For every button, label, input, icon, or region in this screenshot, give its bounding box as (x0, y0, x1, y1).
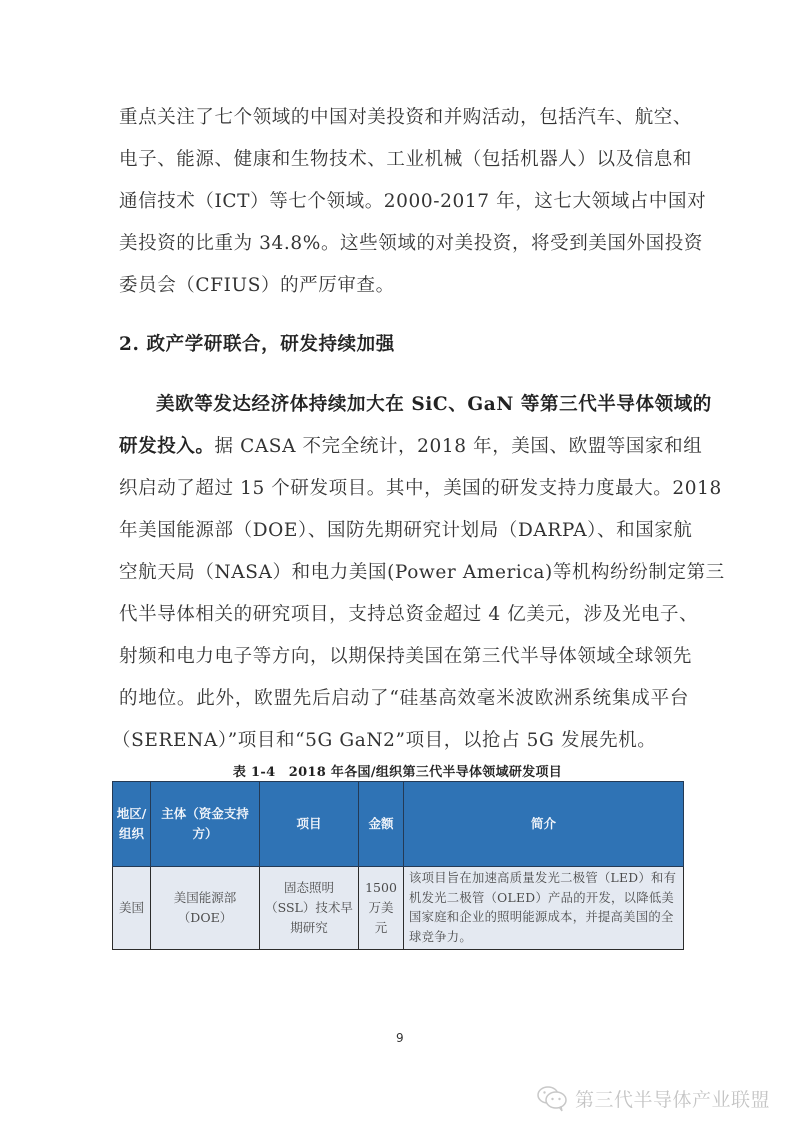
intro-line-1: 重点关注了七个领域的中国对美投资和并购活动，包括汽车、航空、 (119, 107, 693, 128)
body-line-1-bold: 美欧等发达经济体持续加大在 SiC、GaN 等第三代半导体领域的 (156, 394, 712, 415)
intro-line-4: 美投资的比重为 34.8%。这些领域的对美投资，将受到美国外国投资 (119, 233, 703, 254)
wechat-icon (535, 1084, 569, 1112)
header-project: 项目 (260, 782, 359, 867)
body-line-5: 空航天局（NASA）和电力美国(Power America)等机构纷纷制定第三 (119, 562, 725, 583)
body-line-6: 代半导体相关的研究项目，支持总资金超过 4 亿美元，涉及光电子、 (119, 604, 699, 625)
body-line-3: 织启动了超过 15 个研发项目。其中，美国的研发支持力度最大。2018 (119, 478, 722, 499)
watermark (535, 1084, 770, 1112)
body-line-2-bold: 研发投入。 (119, 436, 215, 457)
header-description: 简介 (404, 782, 684, 867)
cell-region: 美国 (113, 867, 151, 950)
body-line-9: （SERENA）”项目和“5G GaN2”项目，以抢占 5G 发展先机。 (112, 730, 657, 751)
table-caption: 表 1-4 2018 年各国/组织第三代半导体领域研发项目 (232, 765, 563, 780)
research-projects-table (112, 781, 684, 950)
body-line-2-rest: 据 CASA 不完全统计，2018 年，美国、欧盟等国家和组 (214, 436, 703, 457)
cell-entity: 美国能源部（DOE） (151, 867, 260, 950)
body-line-8: 的地位。此外，欧盟先后启动了“硅基高效毫米波欧洲系统集成平台 (119, 688, 689, 709)
table-row (113, 867, 684, 950)
section-heading: 2. 政产学研联合，研发持续加强 (119, 334, 395, 355)
body-line-7: 射频和电力电子等方向，以期保持美国在第三代半导体领域全球领先 (119, 646, 693, 667)
body-line-2 (119, 435, 703, 459)
cell-project: 固态照明（SSL）技术早期研究 (260, 867, 359, 950)
table-header-row (113, 782, 684, 867)
page-number: 9 (396, 1031, 404, 1045)
cell-description: 该项目旨在加速高质量发光二极管（LED）和有机发光二极管（OLED）产品的开发，以降低美国家庭和企业的照明能源成本，并提高美国的全球竞争力。 (404, 867, 684, 950)
intro-line-3: 通信技术（ICT）等七个领域。2000-2017 年，这七大领域占中国对 (119, 191, 707, 212)
watermark-text: 第三代半导体产业联盟 (575, 1088, 771, 1111)
header-entity: 主体（资金支持方） (151, 782, 260, 867)
header-region: 地区/组织 (113, 782, 151, 867)
cell-amount: 1500万美元 (359, 867, 404, 950)
intro-line-2: 电子、能源、健康和生物技术、工业机械（包括机器人）以及信息和 (119, 149, 693, 170)
body-line-4: 年美国能源部（DOE）、国防先期研究计划局（DARPA）、和国家航 (119, 520, 693, 541)
intro-line-5: 委员会（CFIUS）的严厉审查。 (119, 275, 395, 296)
header-amount: 金额 (359, 782, 404, 867)
